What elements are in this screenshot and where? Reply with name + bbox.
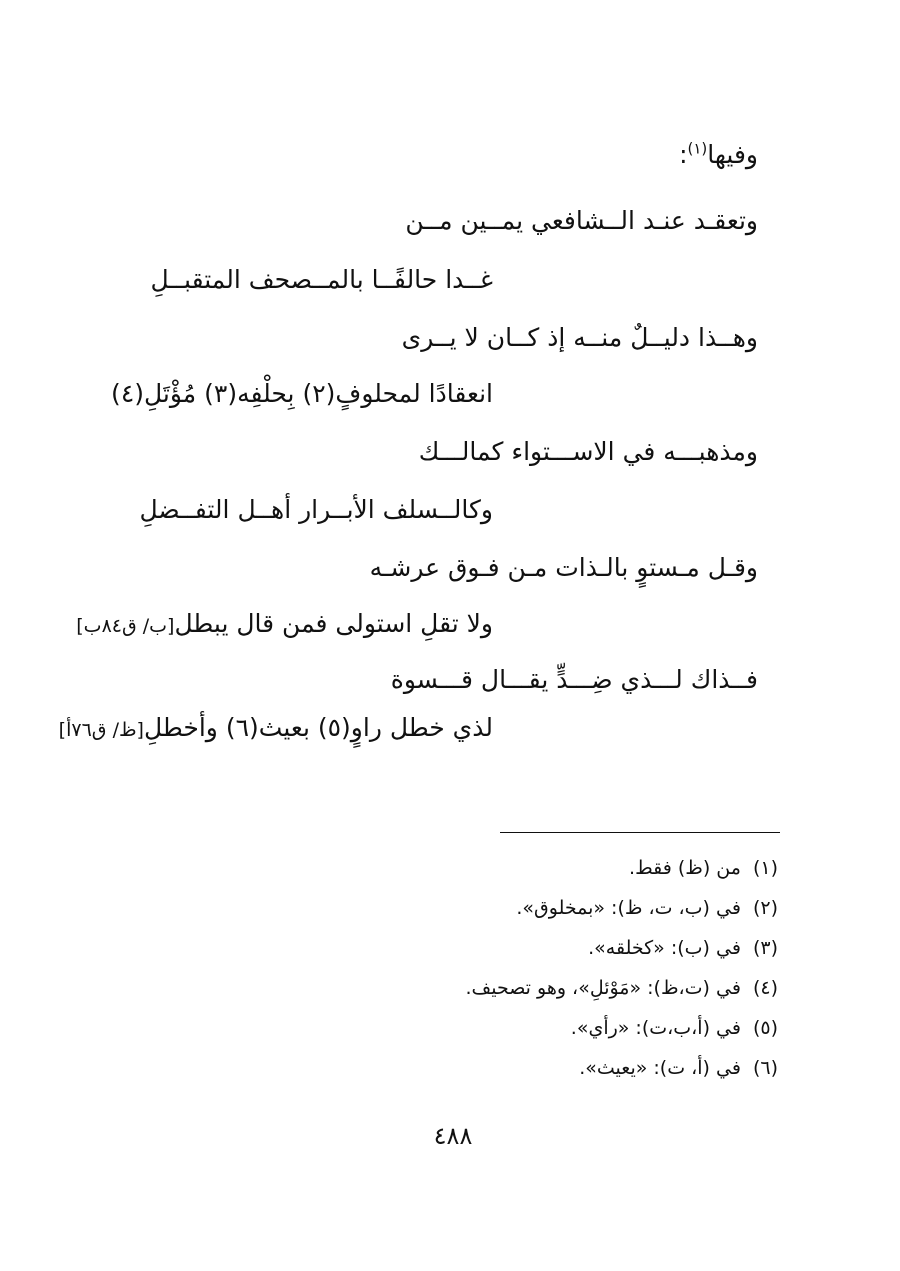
hemistich-text: وهــذا دليــلٌ منــه إذ كــان لا يــرى — [401, 323, 758, 352]
footnote-number: (٤) — [752, 977, 778, 999]
footnote-number: (٦) — [752, 1057, 778, 1079]
footnote-item — [258, 1008, 778, 1048]
footnote-text: في (ت،ظ): «مَوْئلِ»، وهو تصحيف. — [465, 977, 741, 999]
footnote-text: في (ب، ت، ظ): «بمخلوق». — [516, 897, 741, 919]
verse-1-second-hemistich — [150, 264, 493, 296]
hemistich-text: ولا تقلِ استولى فمن قال يبطل — [174, 609, 493, 638]
footnotes — [258, 848, 778, 1088]
hemistich-text: لذي خطل راوٍ(٥) بعيث(٦) وأخطلِ — [143, 713, 493, 742]
verse-5-first-hemistich — [391, 664, 758, 696]
verse-2-second-hemistich — [111, 378, 493, 410]
verse-3-second-hemistich — [139, 494, 493, 526]
verse-2-first-hemistich — [402, 322, 758, 354]
footnote-item — [258, 968, 778, 1008]
footnote-item — [258, 888, 778, 928]
footnote-text: في (أ، ت): «يعيث». — [579, 1057, 741, 1079]
hemistich-text: ومذهبـــه في الاســـتواء كمالـــك — [418, 437, 758, 466]
footnote-number: (١) — [752, 857, 778, 879]
verse-4-first-hemistich — [370, 552, 758, 584]
verse-1-first-hemistich — [405, 205, 758, 237]
heading-text: وفيها — [707, 140, 758, 169]
manuscript-folio-ref: [ظ/ ق٧٦أ] — [58, 719, 144, 741]
page-number: ٤٨٨ — [433, 1122, 473, 1150]
verse-5-second-hemistich — [59, 712, 493, 746]
section-heading — [679, 140, 758, 169]
verse-4-second-hemistich — [76, 608, 493, 642]
verse-3-first-hemistich — [419, 436, 758, 468]
hemistich-text: انعقادًا لمحلوفٍ(٢) بِحلْفِه(٣) مُؤْتَلِ(٤) — [111, 379, 493, 408]
footnote-number: (٥) — [752, 1017, 778, 1039]
footnote-text: من (ظ) فقط. — [629, 857, 741, 879]
hemistich-text: وتعقـد عنـد الــشافعي يمــين مــن — [405, 206, 758, 235]
footnote-item — [258, 1048, 778, 1088]
footnote-number: (٣) — [752, 937, 778, 959]
footnote-number: (٢) — [752, 897, 778, 919]
footnote-item — [258, 848, 778, 888]
manuscript-folio-ref: [ب/ ق٨٤ب] — [76, 615, 175, 637]
hemistich-text: وقـل مـستوٍ بالـذات مـن فـوق عرشـه — [369, 553, 758, 582]
footnote-text: في (أ،ب،ت): «رأي». — [570, 1017, 741, 1039]
heading-suffix: : — [679, 140, 688, 169]
footnote-item — [258, 928, 778, 968]
footnote-text: في (ب): «كخلقه». — [588, 937, 741, 959]
hemistich-text: وكالــسلف الأبــرار أهــل التفــضلِ — [139, 495, 493, 524]
hemistich-text: غــدا حالفًــا بالمــصحف المتقبــلِ — [150, 265, 493, 294]
footnote-separator — [500, 832, 780, 833]
hemistich-text: فــذاك لـــذي ضِـــدٍّ يقـــال قـــسوة — [390, 665, 758, 694]
heading-note-marker: (١) — [687, 139, 708, 158]
